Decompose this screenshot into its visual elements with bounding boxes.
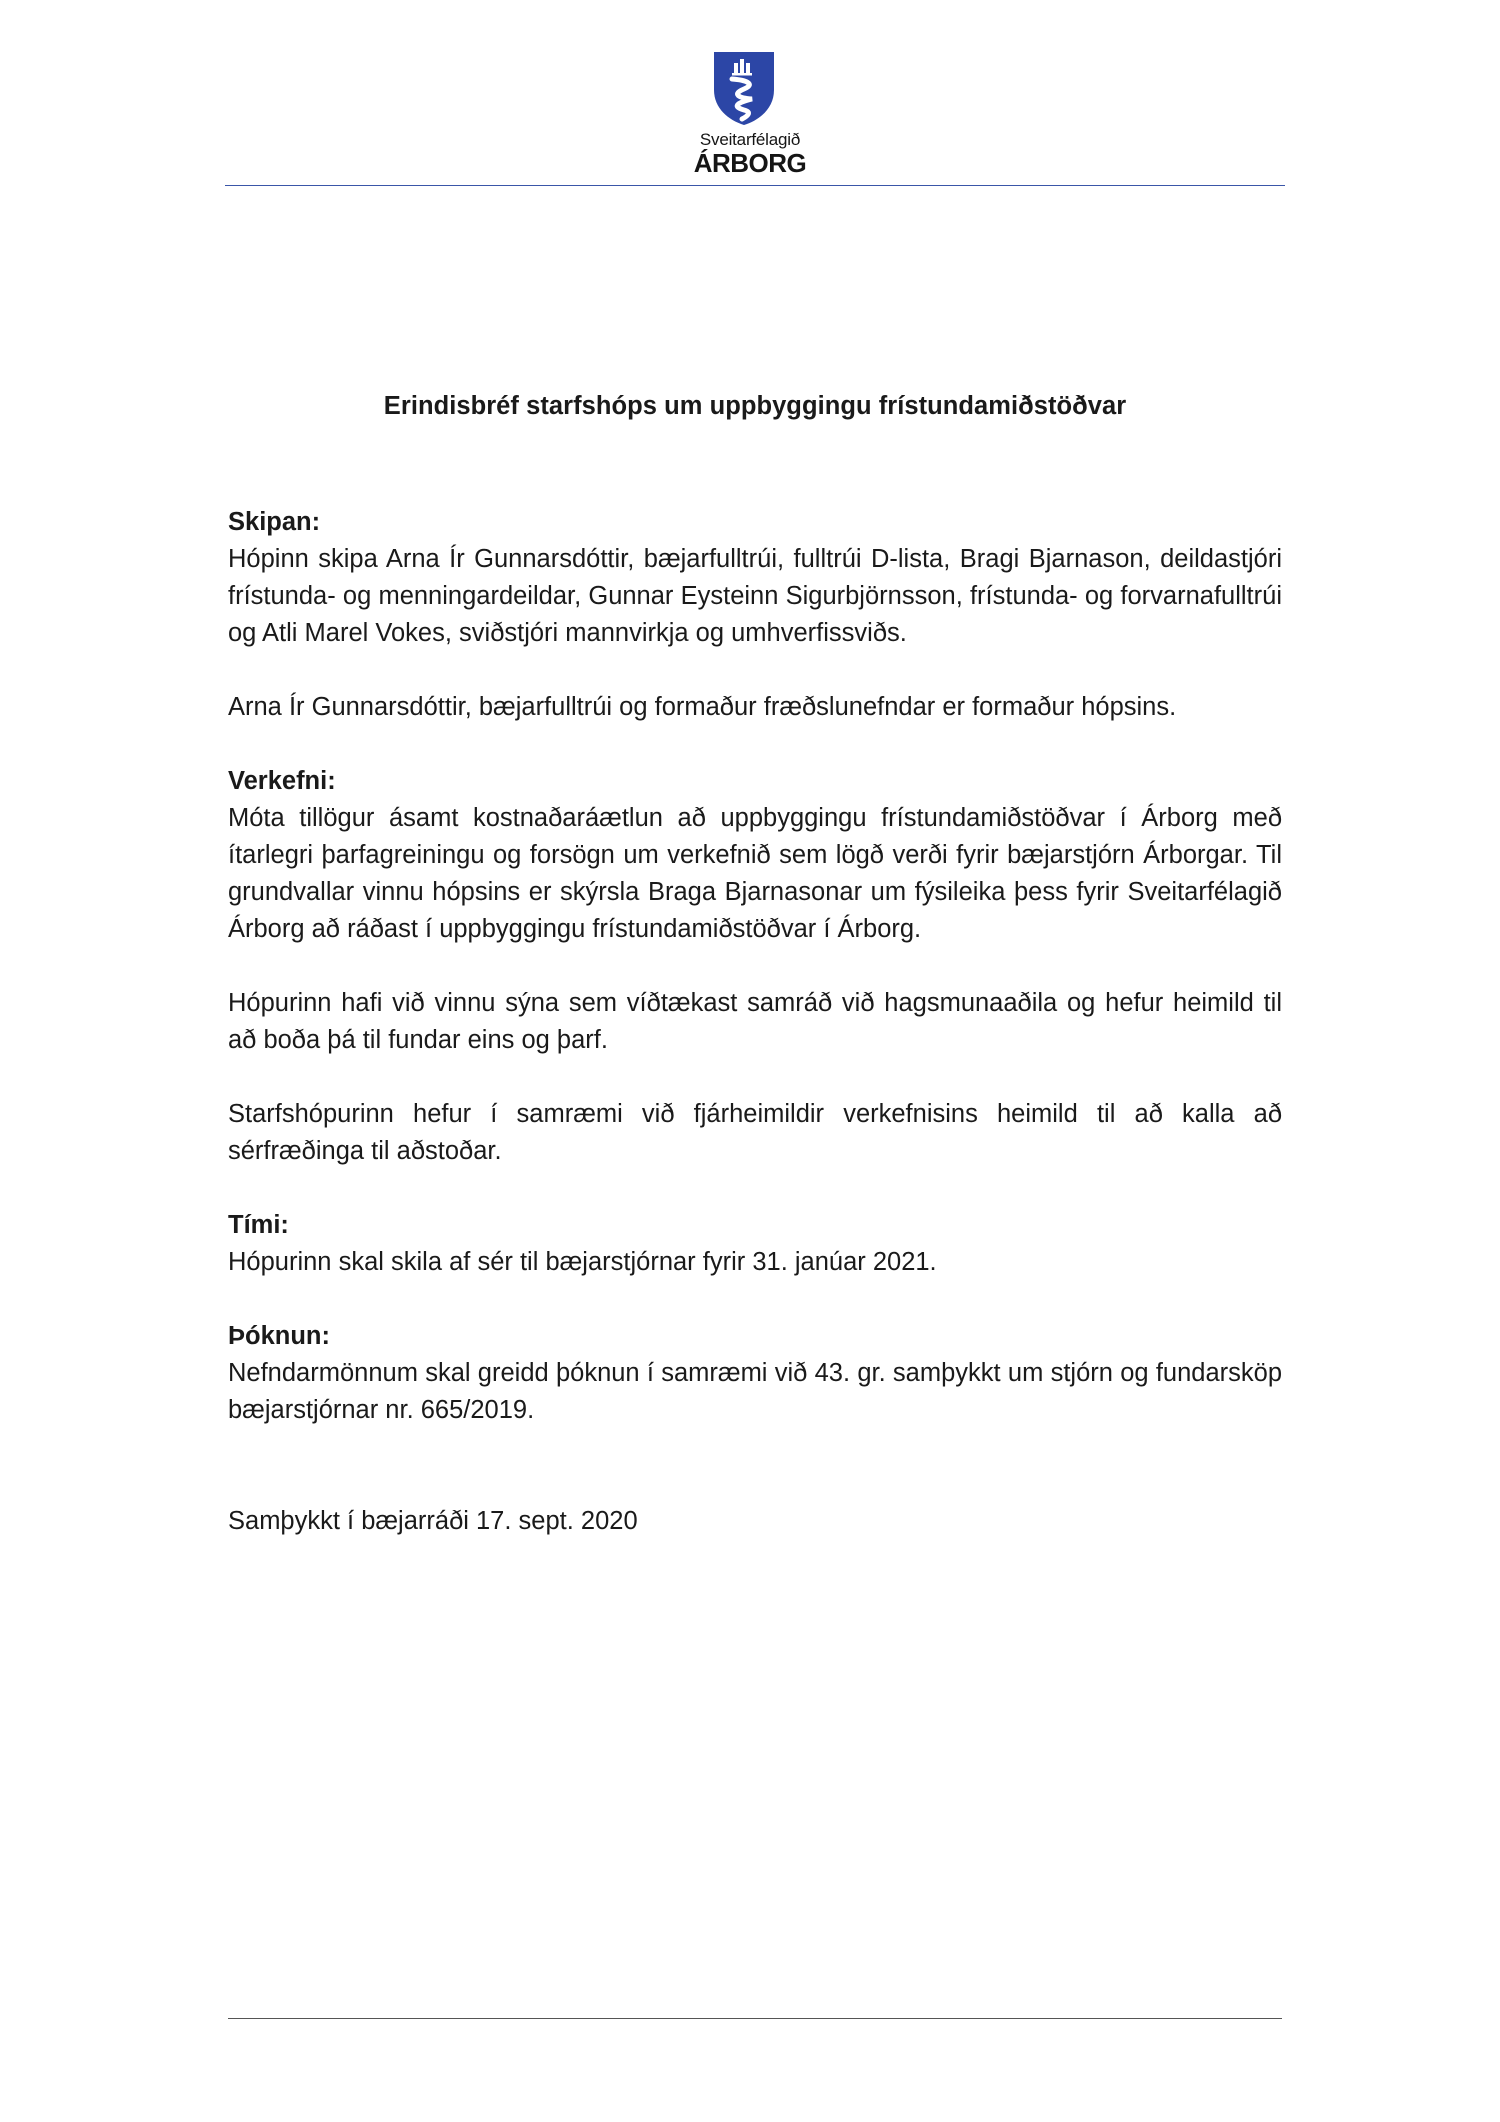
municipality-wordmark xyxy=(650,131,850,176)
paragraph-skipan-members: Hópinn skipa Arna Ír Gunnarsdóttir, bæjarfulltrúi, fulltrúi D-lista, Bragi Bjarnason, deildastjóri frístunda- og menningardeildar, Gunnar Eysteinn Sigurbjörnsson, frístunda- og forvarnafulltrúi og Atli Marel Vokes, sviðstjóri mannvirkja og umhverfissviðs. xyxy=(228,545,1282,647)
document-title: Erindisbréf starfshóps um uppbyggingu frístundamiðstöðvar xyxy=(383,392,1127,420)
section-heading-thoknun: Þóknun: xyxy=(228,1322,330,1350)
section-heading-timi: Tími: xyxy=(228,1211,289,1239)
logo-subtitle: Sveitarfélagið xyxy=(699,130,801,149)
paragraph-timi-deadline: Hópurinn skal skila af sér til bæjarstjórnar fyrir 31. janúar 2021. xyxy=(228,1248,937,1276)
arborg-coat-of-arms-icon xyxy=(712,50,776,126)
section-heading-skipan: Skipan: xyxy=(228,508,321,536)
document-body xyxy=(228,504,1282,1540)
logo-name: ÁRBORG xyxy=(693,148,807,178)
paragraph-skipan-chair: Arna Ír Gunnarsdóttir, bæjarfulltrúi og formaður fræðslunefndar er formaður hópsins. xyxy=(228,693,1177,721)
section-heading-verkefni: Verkefni: xyxy=(228,767,336,795)
footer-divider xyxy=(228,2018,1282,2019)
paragraph-thoknun-fee: Nefndarmönnum skal greidd þóknun í samræmi við 43. gr. samþykkt um stjórn og fundarsköp bæjarstjórnar nr. 665/2019. xyxy=(228,1359,1282,1424)
letterhead xyxy=(0,0,1500,190)
paragraph-verkefni-task: Móta tillögur ásamt kostnaðaráætlun að uppbyggingu frístundamiðstöðvar í Árborg með ítarlegri þarfagreiningu og forsögn um verkefnið sem lögð verði fyrir bæjarstjórn Árborgar. Til grundvallar vinnu hópsins er skýrsla Braga Bjarnasonar um fýsileika þess fyrir Sveitarfélagið Árborg að ráðast í uppbyggingu frístundamiðstöðvar í Árborg. xyxy=(228,804,1282,943)
header-divider xyxy=(225,185,1285,186)
approval-line: Samþykkt í bæjarráði 17. sept. 2020 xyxy=(228,1507,638,1535)
paragraph-verkefni-consultation: Hópurinn hafi við vinnu sýna sem víðtækast samráð við hagsmunaaðila og hefur heimild til að boða þá til fundar eins og þarf. xyxy=(228,989,1282,1054)
paragraph-verkefni-experts: Starfshópurinn hefur í samræmi við fjárheimildir verkefnisins heimild til að kalla að sérfræðinga til aðstoðar. xyxy=(228,1100,1282,1165)
